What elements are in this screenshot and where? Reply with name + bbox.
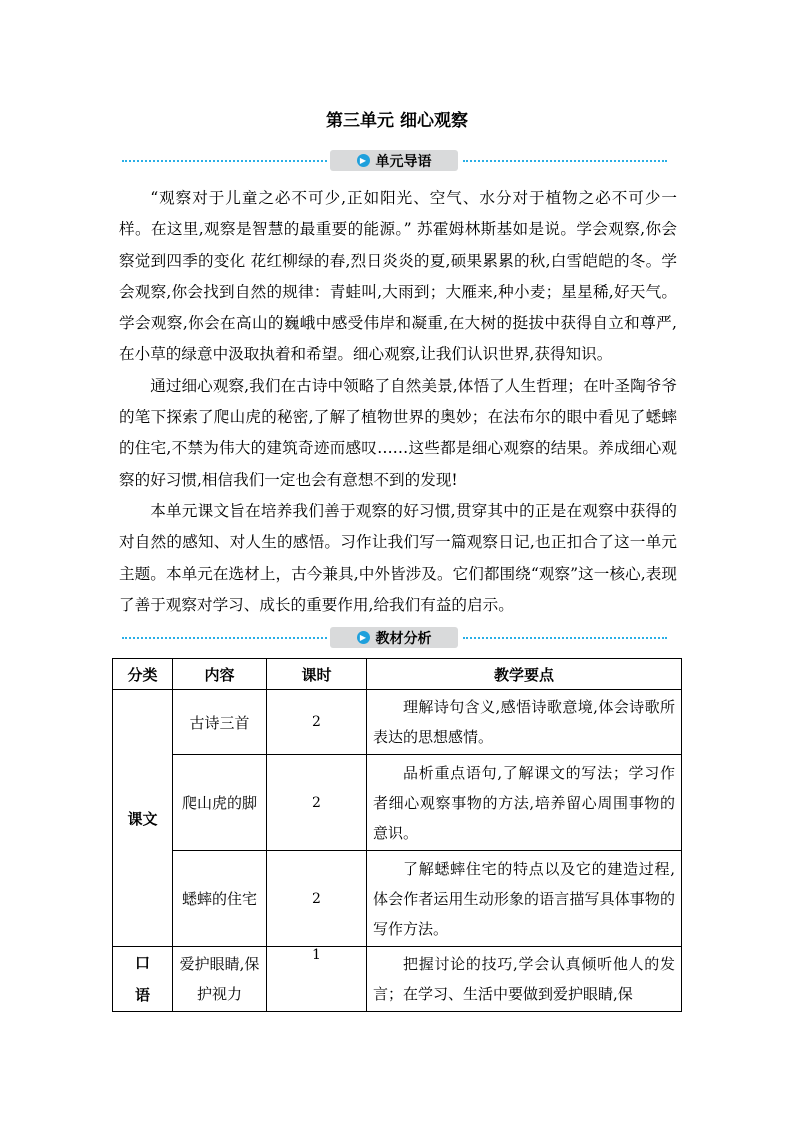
table-header-row [113,659,682,690]
category-cell [113,947,173,1012]
category-char: 语 [134,986,150,1004]
table-row [113,851,682,947]
guide-paragraph: “观察对于儿童之必不可少,正如阳光、空气、水分对于植物之必不可少一样。在这里,观察是智慧的最重要的能源。” 苏霍姆林斯基如是说。学会观察,你会察觉到四季的变化 花红柳绿的春,烈日炎炎的夏,硕果累累的秋,白雪皑皑的冬。学会观察,你会找到自然的规律：青蛙叫,大雨到；大雁来,种小麦；星星稀,好天气。学会观察,你会在高山的巍峨中感受伟岸和凝重,在大树的挺拔中获得自立和尊严,在小草的绿意中汲取执着和希望。细心观察,让我们认识世界,获得知识。 [119,189,677,364]
header-hours: 课时 [267,659,367,690]
arrow-right-icon: ▶ [357,631,370,644]
header-content: 内容 [173,659,267,690]
content-cell: 蟋蟀的住宅 [173,851,267,947]
guide-text [119,183,677,621]
dotted-divider [463,160,667,162]
page-title: 第三单元 细心观察 [326,111,468,131]
section-title-analysis: 教材分析 [375,630,432,647]
table-row [113,947,682,1012]
arrow-right-icon: ▶ [357,154,370,167]
points-cell: 把握讨论的技巧,学会认真倾听他人的发言；在学习、生活中要做到爱护眼睛,保 [367,947,682,1012]
guide-paragraph: 本单元课文旨在培养我们善于观察的好习惯,贯穿其中的正是在观察中获得的对自然的感知、对人生的感悟。习作让我们写一篇观察日记,也正扣合了这一单元主题。本单元在选材上，古今兼具,中外皆涉及。它们都围绕“观察”这一核心,表现了善于观察对学习、成长的重要作用,给我们有益的启示。 [119,501,677,614]
table-row [113,755,682,851]
points-cell: 理解诗句含义,感悟诗歌意境,体会诗歌所表达的思想感情。 [367,690,682,755]
hours-cell: 2 [267,755,367,851]
section-label [330,627,458,648]
category-cell: 课文 [113,690,173,947]
points-cell: 品析重点语句,了解课文的写法；学习作者细心观察事物的方法,培养留心周围事物的意识。 [367,755,682,851]
content-cell: 爬山虎的脚 [173,755,267,851]
section-banner-analysis [122,627,667,649]
header-category: 分类 [113,659,173,690]
hours-cell: 1 [267,947,367,1012]
header-points: 教学要点 [367,659,682,690]
points-cell: 了解蟋蟀住宅的特点以及它的建造过程,体会作者运用生动形象的语言描写具体事物的写作方法。 [367,851,682,947]
content-cell: 古诗三首 [173,690,267,755]
dotted-divider [122,637,327,639]
section-label [330,150,458,171]
table-row [113,690,682,755]
hours-cell: 2 [267,851,367,947]
section-banner-guide [122,150,667,172]
guide-paragraph: 通过细心观察,我们在古诗中领略了自然美景,体悟了人生哲理；在叶圣陶爷爷的笔下探索了爬山虎的秘密,了解了植物世界的奥妙；在法布尔的眼中看见了蟋蟀的住宅,不禁为伟大的建筑奇迹而感叹……这些都是细心观察的结果。养成细心观察的好习惯,相信我们一定也会有意想不到的发现! [119,376,677,489]
section-title-guide: 单元导语 [375,153,432,170]
content-cell: 爱护眼睛,保护视力 [173,947,267,1012]
dotted-divider [463,637,667,639]
category-char: 口 [134,954,150,972]
hours-cell: 2 [267,690,367,755]
dotted-divider [122,160,327,162]
analysis-table [112,658,682,1012]
